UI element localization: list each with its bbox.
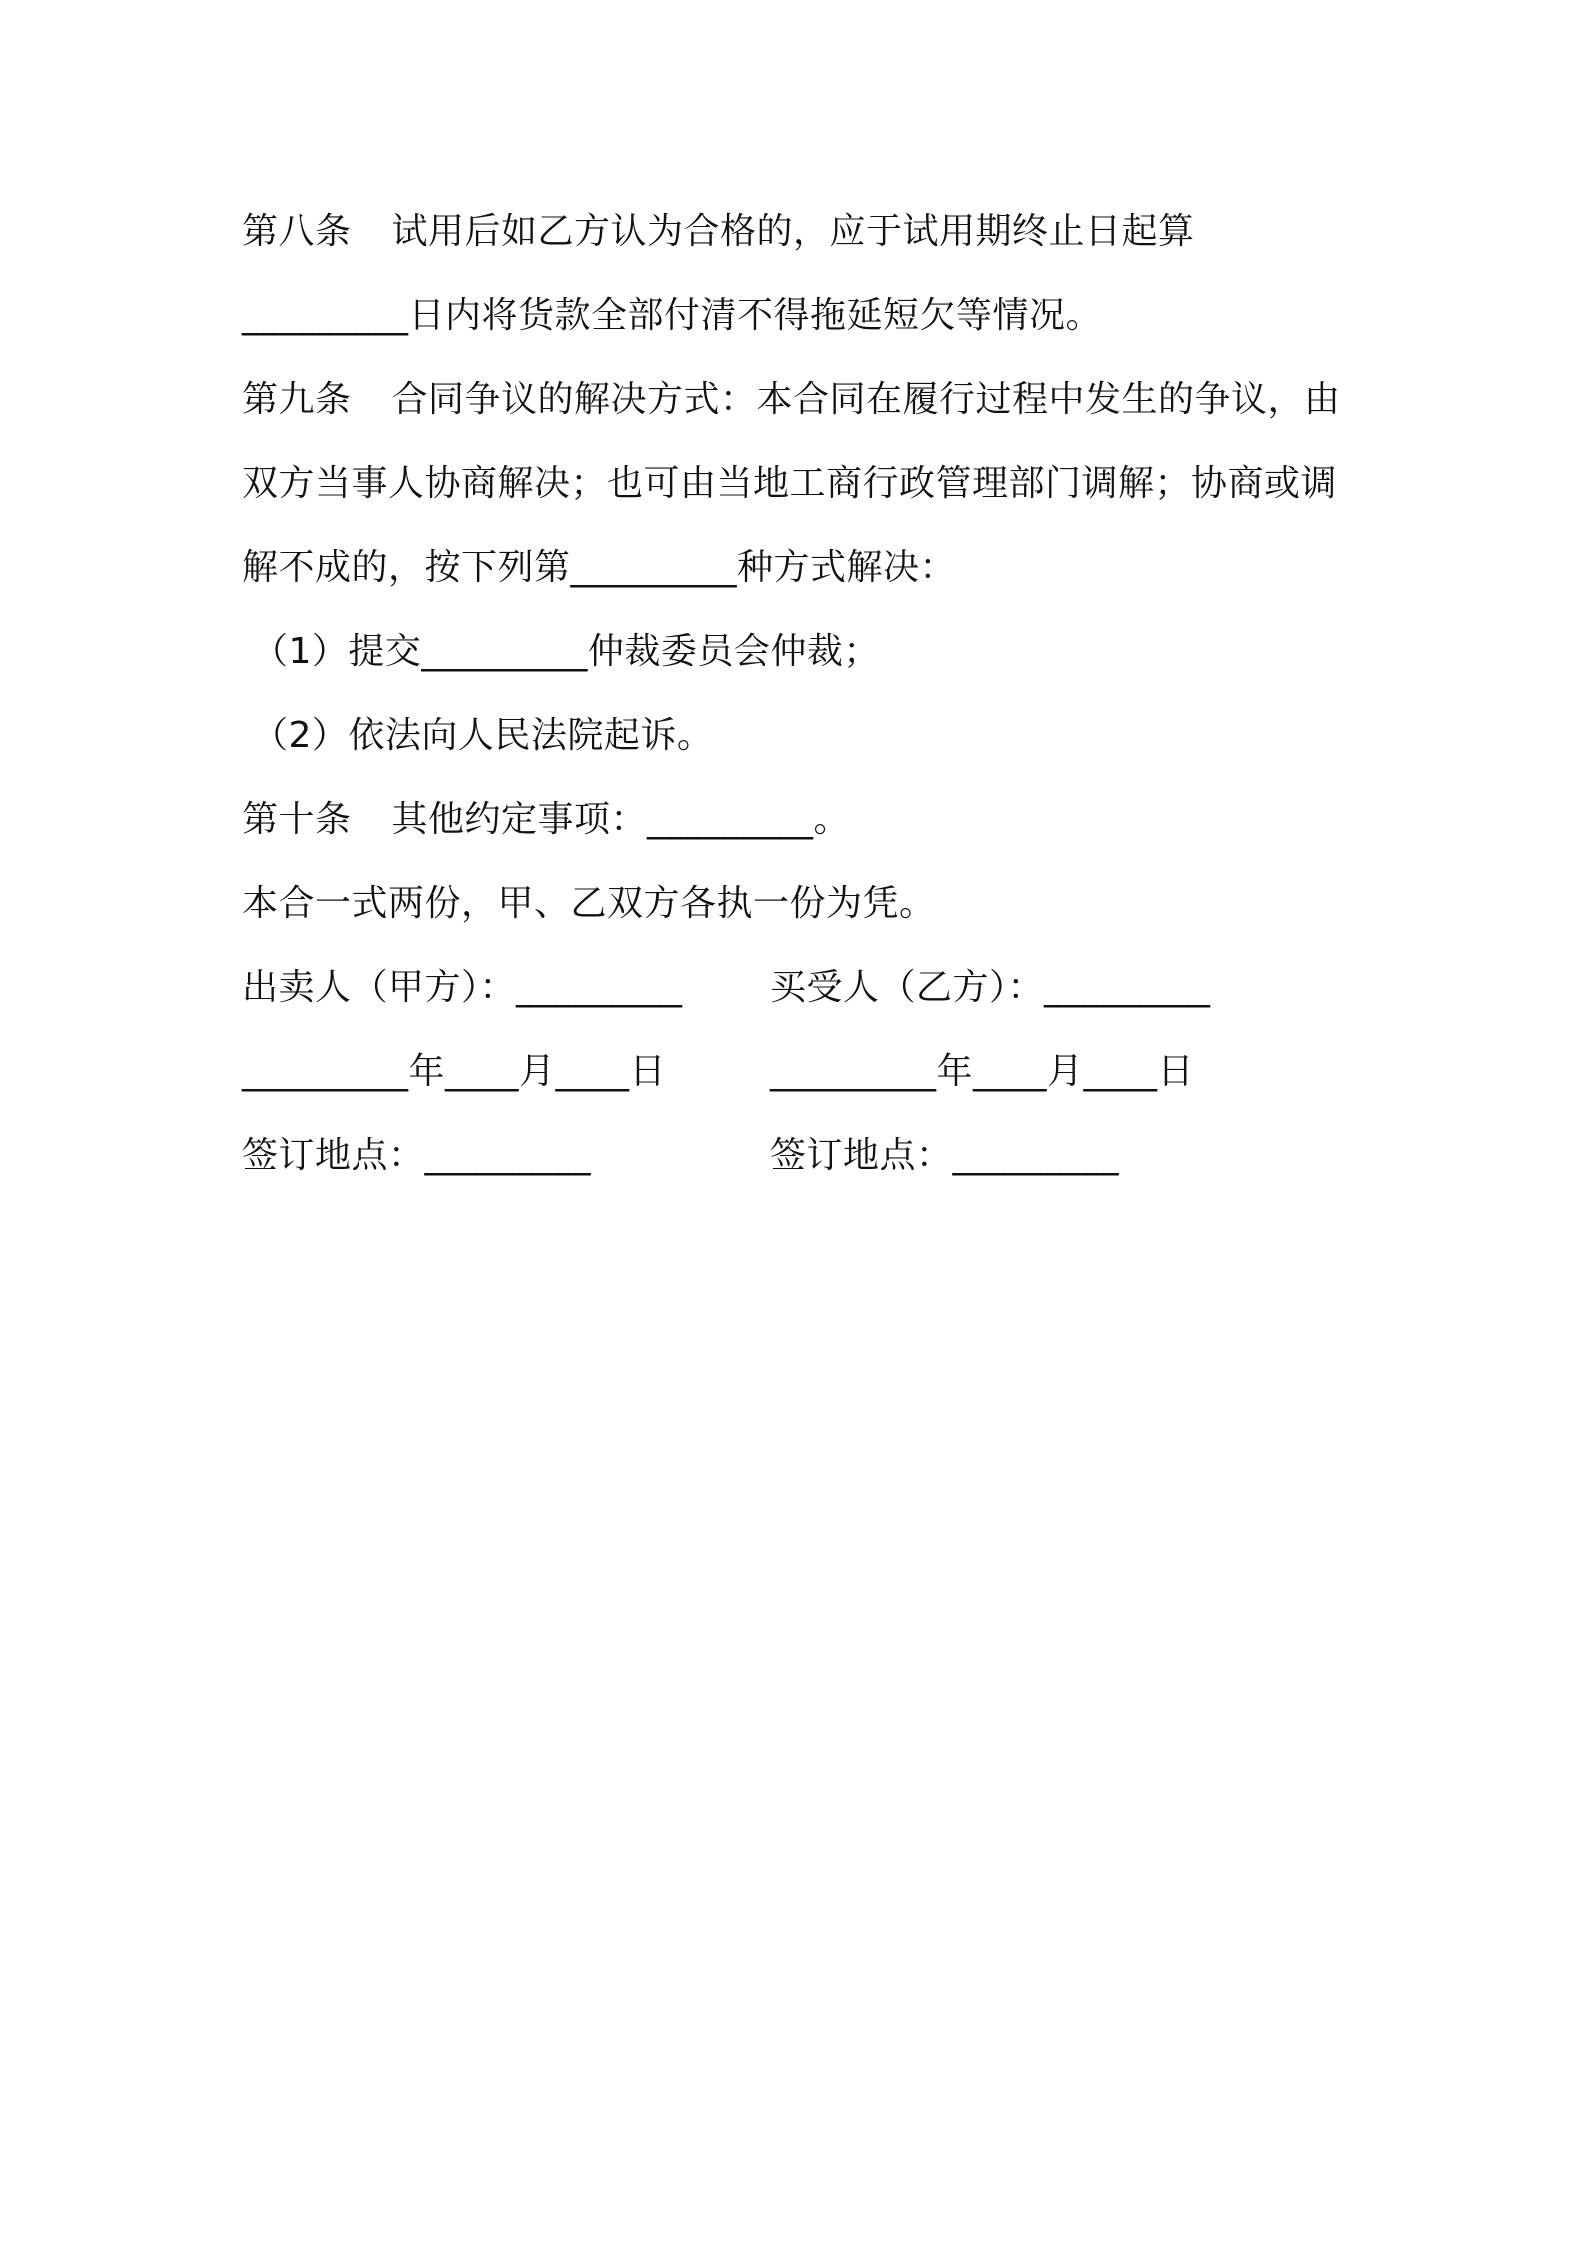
copies-statement: 本合一式两份，甲、乙双方各执一份为凭。: [242, 883, 936, 924]
article-10-text: 其他约定事项：_________。: [391, 799, 851, 840]
article-10-line: [242, 778, 1362, 862]
article-9-option-2: （2）依法向人民法院起诉。: [252, 715, 714, 756]
article-8-label: 第八条: [242, 211, 352, 252]
article-10-label: 第十条: [242, 799, 352, 840]
article-8-line-1: [242, 190, 1362, 274]
buyer-signature: 买受人（乙方）：_________: [770, 967, 1211, 1008]
article-9-option-1: （1）提交_________仲裁委员会仲裁；: [252, 631, 880, 672]
article-9-line-3: 解不成的，按下列第_________种方式解决：: [242, 547, 957, 588]
article-9-line-2: 双方当事人协商解决；也可由当地工商行政管理部门调解；协商或调: [242, 463, 1338, 504]
signature-parties-row: [242, 946, 1362, 1030]
article-9-text-1: 合同争议的解决方式：本合同在履行过程中发生的争议，由: [391, 379, 1341, 420]
buyer-date: _________年____月____日: [770, 1051, 1194, 1092]
contract-body: [242, 190, 1362, 1198]
article-9-label: 第九条: [242, 379, 352, 420]
buyer-place: 签订地点：_________: [770, 1135, 1120, 1176]
article-8-text-1: 试用后如乙方认为合格的，应于试用期终止日起算: [391, 211, 1195, 252]
article-8-line-2: _________日内将货款全部付清不得拖延短欠等情况。: [242, 295, 1103, 336]
article-9-line-1: [242, 358, 1362, 442]
seller-date: _________年____月____日: [242, 1051, 666, 1092]
seller-place: 签订地点：_________: [242, 1135, 592, 1176]
signature-places-row: [242, 1114, 1362, 1198]
seller-signature: 出卖人（甲方）：_________: [242, 967, 683, 1008]
signature-dates-row: [242, 1030, 1362, 1114]
